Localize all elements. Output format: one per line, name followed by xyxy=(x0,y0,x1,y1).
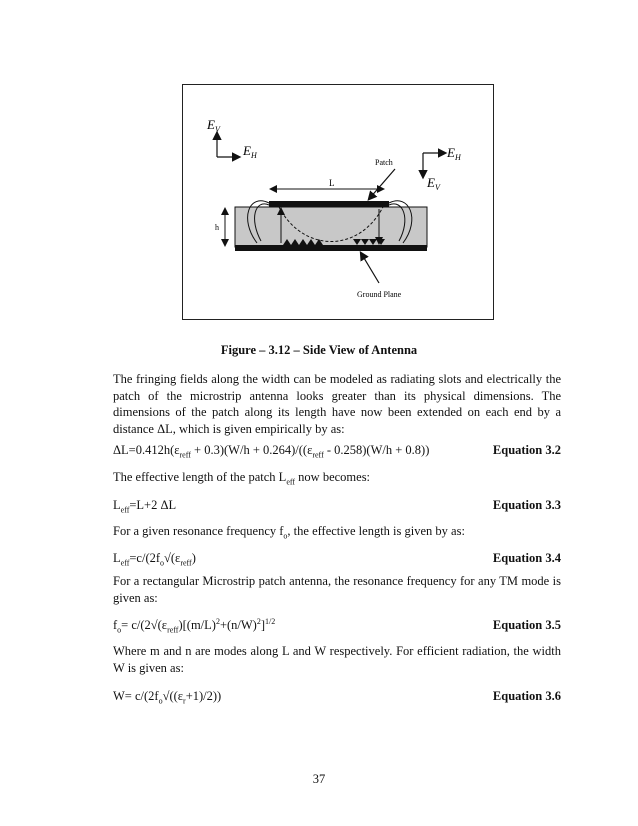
antenna-diagram xyxy=(183,85,495,321)
left-field-axes xyxy=(206,117,258,160)
equation-expression: $W= c/(2f_o√((\varepsilon_r+1)/2))$ xyxy=(113,689,222,706)
paragraph-tm-mode: For a rectangular Microstrip patch antenna, the resonance frequency for any TM mode is given as: xyxy=(113,574,561,605)
length-dimension xyxy=(271,178,383,189)
equation-3-3 xyxy=(113,498,561,516)
equation-label: Equation 3.5 xyxy=(492,618,561,632)
equation-3-4 xyxy=(113,551,561,569)
patch-conductor xyxy=(269,201,389,207)
equation-expression: $f_o= c/(2√(\varepsilon_{reff})[(m/L)^2+(n/W)^2]^{1/2}$ xyxy=(113,616,276,635)
ground-plane-label: Ground Plane xyxy=(357,290,402,299)
figure-side-view-antenna xyxy=(182,84,494,320)
ground-plane-pointer xyxy=(361,253,379,283)
svg-text:EH: $E_H$ xyxy=(243,143,257,160)
paragraph-effective-length: The effective length of the patch $L_{eff}$ now becomes: xyxy=(113,470,371,487)
svg-text:h: h xyxy=(215,223,219,232)
svg-text:EV: $E_V$ xyxy=(207,117,220,134)
ground-plane xyxy=(235,245,427,251)
equation-3-5 xyxy=(113,618,561,636)
equation-label: Equation 3.2 xyxy=(492,443,561,457)
figure-caption: Figure – 3.12 – Side View of Antenna xyxy=(220,343,418,357)
equation-label: Equation 3.4 xyxy=(492,551,561,565)
equation-expression: $\Delta L=0.412h(\varepsilon_{reff} + 0.3)(W/h + 0.264)/((\varepsilon_{reff} - 0.258)(W/h + 0.8))$ xyxy=(113,443,430,460)
paragraph-fringing: The fringing fields along the width can be modeled as radiating slots and electrically the patch of the microstrip antenna looks greater than its physical dimensions. The dimensions of the patch along its length have now been extended on each end by a distance ΔL, which is given empirically by as: xyxy=(113,372,561,436)
right-field-axes xyxy=(423,145,462,192)
equation-expression: $L_{eff}=c/(2f_o√(\varepsilon_{reff})$ xyxy=(113,551,196,568)
equation-3-6 xyxy=(113,689,561,707)
paragraph-resonance: For a given resonance frequency $f_o$, the effective length is given by as: xyxy=(113,524,465,541)
equation-3-2 xyxy=(113,443,561,461)
page-number: 37 xyxy=(312,772,326,786)
patch-label: Patch xyxy=(375,158,393,167)
height-dimension xyxy=(215,209,225,245)
svg-text:L: L xyxy=(329,178,335,188)
equation-expression: $L_{eff}=L+2$ ΔL xyxy=(113,498,177,515)
patch-pointer xyxy=(369,169,395,199)
svg-text:EV: $E_V$ xyxy=(427,175,440,192)
svg-text:EH: $E_H$ xyxy=(447,145,461,162)
equation-label: Equation 3.6 xyxy=(492,689,561,703)
paragraph-width: Where m and n are modes along L and W respectively. For efficient radiation, the width W is given as: xyxy=(113,644,561,675)
equation-label: Equation 3.3 xyxy=(492,498,561,512)
